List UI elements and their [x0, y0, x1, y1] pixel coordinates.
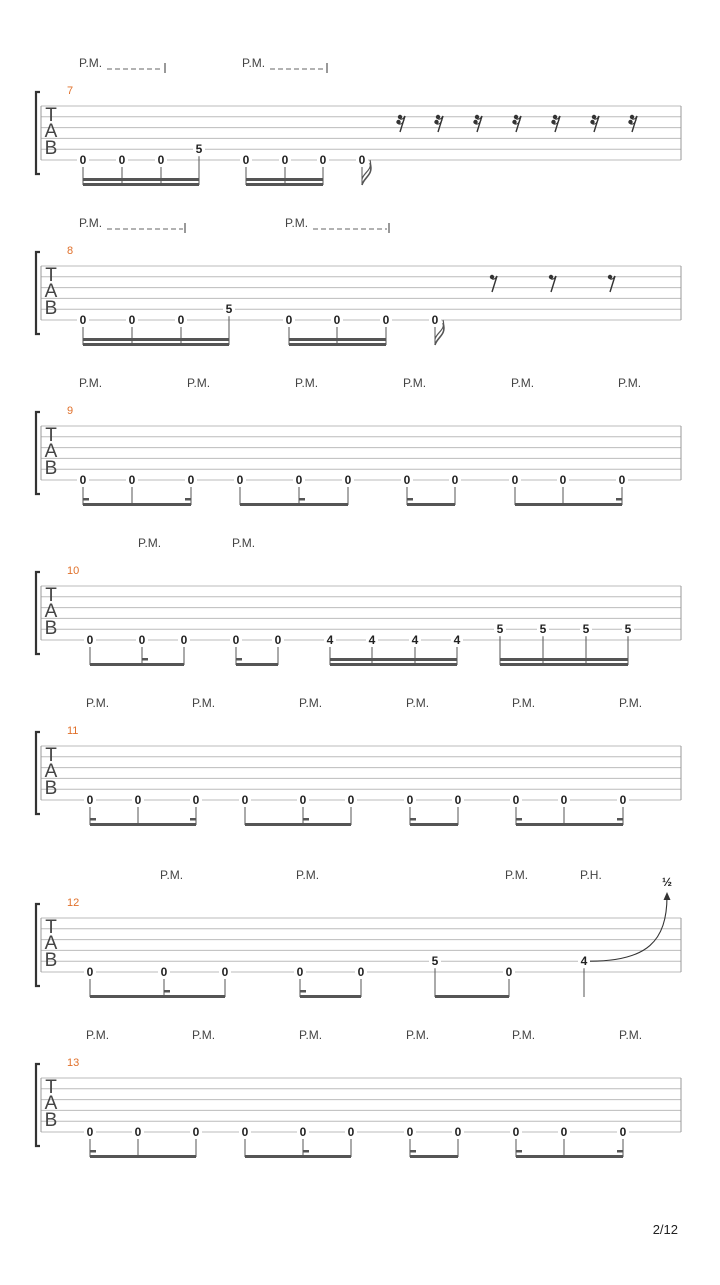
tab-clef-letter: T	[45, 917, 57, 938]
sixteenth-rest	[590, 115, 599, 132]
beam	[83, 183, 199, 186]
sixteenth-rest	[512, 115, 521, 132]
fret-number: 0	[358, 153, 366, 167]
fret-number: 0	[285, 313, 293, 327]
palm-mute-marker: P.M.	[619, 696, 643, 710]
fret-number: 0	[118, 153, 126, 167]
tab-clef-letter: B	[44, 778, 58, 799]
fret-number: 0	[242, 153, 250, 167]
measure-number: 13	[67, 1057, 80, 1069]
beam-stub	[410, 1150, 416, 1153]
palm-mute-marker: P.M.	[618, 376, 642, 390]
bend-arrowhead	[664, 892, 671, 900]
beam-stub	[617, 1150, 623, 1153]
beam	[90, 823, 196, 826]
beam	[515, 503, 622, 506]
fret-number: 0	[619, 1125, 627, 1139]
fret-number: 0	[79, 473, 87, 487]
fret-number: 0	[296, 965, 304, 979]
palm-mute-marker: P.M.	[86, 696, 110, 710]
fret-number: 0	[79, 153, 87, 167]
fret-number: 0	[618, 473, 626, 487]
beam	[90, 663, 184, 666]
fret-number: 4	[411, 633, 419, 647]
fret-number: 0	[134, 793, 142, 807]
fret-number: 5	[225, 302, 233, 317]
beam	[236, 663, 278, 666]
palm-mute-marker: P.M.	[403, 376, 427, 390]
tab-clef-letter: T	[45, 425, 57, 446]
beam	[83, 338, 229, 341]
fret-number: 0	[619, 793, 627, 807]
palm-mute-marker: P.M.	[192, 1028, 216, 1042]
palm-mute-marker: P.M.	[86, 1028, 110, 1042]
beam-stub	[142, 658, 148, 661]
fret-number: 0	[319, 153, 327, 167]
fret-number: 0	[177, 313, 185, 327]
palm-mute-marker: P.M.	[299, 696, 323, 710]
beam-stub	[300, 990, 306, 993]
staff-system	[36, 56, 681, 186]
tab-clef-letter: A	[44, 933, 58, 954]
tab-clef-letter: B	[44, 138, 58, 159]
tab-clef-letter: A	[44, 601, 58, 622]
fret-number: 0	[560, 1125, 568, 1139]
palm-mute-marker: P.M.	[138, 536, 162, 550]
beam	[83, 343, 229, 346]
beam	[83, 178, 199, 181]
beam	[407, 503, 455, 506]
fret-number: 0	[406, 793, 414, 807]
system-bracket	[36, 92, 40, 174]
fret-number: 0	[192, 793, 200, 807]
tab-clef-letter: A	[44, 1093, 58, 1114]
beam-stub	[516, 818, 522, 821]
beam	[330, 663, 457, 666]
fret-number: 0	[333, 313, 341, 327]
tab-clef-letter: A	[44, 761, 58, 782]
fret-number: 0	[357, 965, 365, 979]
beam	[245, 1155, 351, 1158]
staff-system	[36, 868, 681, 998]
fret-number: 0	[241, 1125, 249, 1139]
tab-clef-letter: B	[44, 950, 58, 971]
palm-mute-marker: P.M.	[192, 696, 216, 710]
fret-number: 0	[274, 633, 282, 647]
fret-number: 5	[582, 622, 590, 637]
palm-mute-marker: P.M.	[406, 696, 430, 710]
fret-number: 0	[187, 473, 195, 487]
tab-clef-letter: T	[45, 105, 57, 126]
staff-system	[36, 696, 681, 826]
measure-number: 12	[67, 897, 80, 909]
palm-mute-marker: P.M.	[512, 696, 536, 710]
fret-number: 5	[431, 954, 439, 969]
beam	[516, 1155, 623, 1158]
palm-mute-marker: P.M.	[232, 536, 256, 550]
fret-number: 0	[86, 793, 94, 807]
measure-number: 8	[67, 245, 74, 257]
fret-number: 0	[86, 633, 94, 647]
system-bracket	[36, 732, 40, 814]
fret-number: 0	[86, 965, 94, 979]
fret-number: 4	[580, 954, 588, 969]
palm-mute-marker: P.M.	[160, 868, 184, 882]
beam	[246, 178, 323, 181]
sixteenth-rest	[473, 115, 482, 132]
palm-mute-marker: P.M.	[79, 376, 103, 390]
system-bracket	[36, 1064, 40, 1146]
palm-mute-marker: P.M.	[511, 376, 535, 390]
beam-stub	[236, 658, 242, 661]
tab-clef-letter: B	[44, 1110, 58, 1131]
fret-number: 0	[559, 473, 567, 487]
palm-mute-marker: P.M.	[187, 376, 211, 390]
fret-number: 0	[192, 1125, 200, 1139]
fret-number: 0	[431, 313, 439, 327]
beam	[500, 658, 628, 661]
beam-stub	[185, 498, 191, 501]
pinch-harmonic-marker: P.H.	[580, 868, 602, 882]
palm-mute-marker: P.M.	[299, 1028, 323, 1042]
fret-number: 0	[512, 1125, 520, 1139]
beam-stub	[407, 498, 413, 501]
system-bracket	[36, 572, 40, 654]
tab-clef-letter: B	[44, 458, 58, 479]
beam	[300, 995, 361, 998]
fret-number: 0	[128, 313, 136, 327]
palm-mute-marker: P.M.	[296, 868, 320, 882]
fret-number: 0	[232, 633, 240, 647]
palm-mute-marker: P.M.	[79, 56, 103, 70]
beam-stub	[90, 1150, 96, 1153]
tab-clef-letter: B	[44, 618, 58, 639]
fret-number: 0	[180, 633, 188, 647]
staff-system	[36, 1028, 681, 1158]
beam	[246, 183, 323, 186]
sixteenth-rest	[396, 115, 405, 132]
sixteenth-rest	[434, 115, 443, 132]
fret-number: 0	[281, 153, 289, 167]
beam-stub	[83, 498, 89, 501]
fret-number: 5	[195, 142, 203, 157]
staff-system	[36, 536, 681, 666]
bend-amount: ½	[661, 875, 673, 889]
fret-number: 0	[138, 633, 146, 647]
measure-number: 11	[67, 725, 79, 737]
fret-number: 5	[496, 622, 504, 637]
eighth-rest	[608, 275, 615, 292]
beam-stub	[303, 1150, 309, 1153]
beam	[90, 1155, 196, 1158]
staff-system	[36, 216, 681, 346]
fret-number: 5	[624, 622, 632, 637]
beam	[330, 658, 457, 661]
beam	[245, 823, 351, 826]
beam	[410, 823, 458, 826]
fret-number: 0	[347, 1125, 355, 1139]
beam-stub	[516, 1150, 522, 1153]
beam-stub	[164, 990, 170, 993]
fret-number: 0	[157, 153, 165, 167]
fret-number: 0	[221, 965, 229, 979]
system-bracket	[36, 412, 40, 494]
fret-number: 0	[241, 793, 249, 807]
fret-number: 0	[299, 793, 307, 807]
fret-number: 0	[160, 965, 168, 979]
tab-clef-letter: T	[45, 585, 57, 606]
fret-number: 0	[344, 473, 352, 487]
fret-number: 0	[406, 1125, 414, 1139]
palm-mute-marker: P.M.	[512, 1028, 536, 1042]
palm-mute-marker: P.M.	[295, 376, 319, 390]
fret-number: 4	[453, 633, 461, 647]
tab-clef-letter: A	[44, 441, 58, 462]
eighth-rest	[490, 275, 497, 292]
fret-number: 0	[403, 473, 411, 487]
tab-clef-letter: A	[44, 281, 58, 302]
beam	[435, 995, 509, 998]
tab-clef-letter: B	[44, 298, 58, 319]
beam-stub	[410, 818, 416, 821]
beam	[500, 663, 628, 666]
palm-mute-marker: P.M.	[79, 216, 103, 230]
page-number: 2/12	[652, 1222, 678, 1237]
fret-number: 0	[451, 473, 459, 487]
eighth-rest	[549, 275, 556, 292]
beam	[240, 503, 348, 506]
palm-mute-marker: P.M.	[242, 56, 266, 70]
beam	[289, 343, 386, 346]
fret-number: 0	[347, 793, 355, 807]
beam-stub	[90, 818, 96, 821]
beam-stub	[617, 818, 623, 821]
fret-number: 5	[539, 622, 547, 637]
beam	[410, 1155, 458, 1158]
measure-number: 7	[67, 85, 74, 97]
measure-number: 9	[67, 405, 74, 417]
fret-number: 0	[299, 1125, 307, 1139]
sixteenth-rest	[551, 115, 560, 132]
palm-mute-marker: P.M.	[406, 1028, 430, 1042]
fret-number: 0	[128, 473, 136, 487]
fret-number: 0	[512, 793, 520, 807]
fret-number: 0	[295, 473, 303, 487]
fret-number: 4	[368, 633, 376, 647]
beam-stub	[616, 498, 622, 501]
system-bracket	[36, 904, 40, 986]
measure-number: 10	[67, 565, 80, 577]
beam	[90, 995, 225, 998]
tab-clef-letter: T	[45, 745, 57, 766]
fret-number: 0	[454, 793, 462, 807]
palm-mute-marker: P.M.	[619, 1028, 643, 1042]
fret-number: 0	[86, 1125, 94, 1139]
staff-system	[36, 376, 681, 506]
beam	[516, 823, 623, 826]
system-bracket	[36, 252, 40, 334]
beam-stub	[299, 498, 305, 501]
fret-number: 0	[382, 313, 390, 327]
beam-stub	[190, 818, 196, 821]
fret-number: 0	[505, 965, 513, 979]
beam-stub	[303, 818, 309, 821]
sixteenth-rest	[628, 115, 637, 132]
beam	[289, 338, 386, 341]
fret-number: 0	[236, 473, 244, 487]
palm-mute-marker: P.M.	[285, 216, 309, 230]
palm-mute-marker: P.M.	[505, 868, 529, 882]
fret-number: 0	[79, 313, 87, 327]
fret-number: 0	[511, 473, 519, 487]
tab-clef-letter: T	[45, 1077, 57, 1098]
tab-clef-letter: T	[45, 265, 57, 286]
fret-number: 0	[134, 1125, 142, 1139]
fret-number: 0	[560, 793, 568, 807]
beam	[83, 503, 191, 506]
fret-number: 4	[326, 633, 334, 647]
fret-number: 0	[454, 1125, 462, 1139]
tab-clef-letter: A	[44, 121, 58, 142]
